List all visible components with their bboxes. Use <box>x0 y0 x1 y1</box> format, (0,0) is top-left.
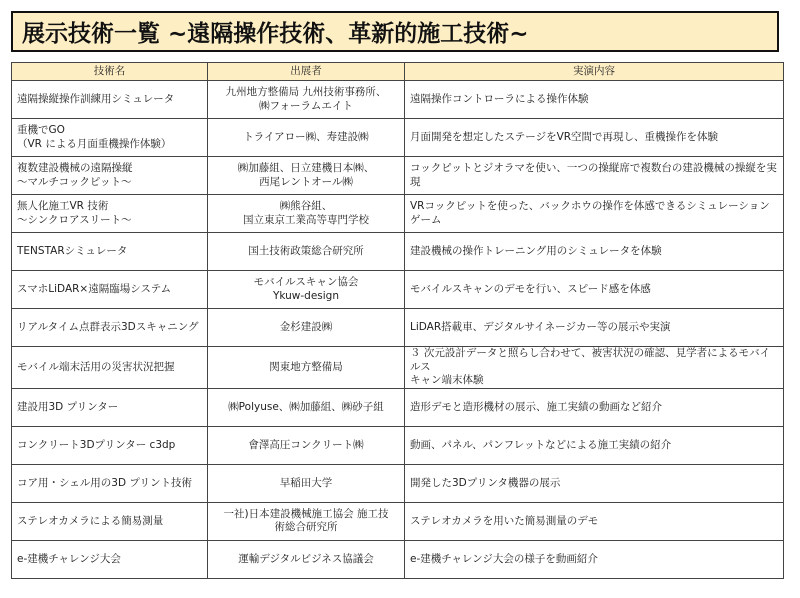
page-title: 展示技術一覧 ~遠隔操作技術、革新的施工技術~ <box>11 11 779 52</box>
technology-name-line: 重機でGO <box>17 123 65 136</box>
exhibit-table <box>11 62 784 579</box>
demo-content-line: 遠隔操作コントローラによる操作体験 <box>410 92 589 105</box>
demo-content-line: 動画、パネル、パンフレットなどによる施工実績の紹介 <box>410 438 672 451</box>
demo-content-line: モバイルスキャンのデモを行い、スピード感を体感 <box>410 282 651 295</box>
technology-name-cell <box>12 233 208 271</box>
technology-name-cell <box>12 464 208 502</box>
exhibitor-line: 早稲田大学 <box>279 476 333 489</box>
demo-content-cell <box>405 309 784 347</box>
exhibitor-cell <box>208 81 405 119</box>
exhibitor-cell <box>208 388 405 426</box>
table-row <box>12 426 784 464</box>
exhibitor-line: 国立東京工業高等専門学校 <box>243 213 369 226</box>
table-row <box>12 81 784 119</box>
technology-name-line: スマホLiDAR×遠隔臨場システム <box>17 282 172 295</box>
demo-content-line: コックピットとジオラマを使い、一つの操縦席で複数台の建設機械の操縦を実現 <box>410 161 777 188</box>
exhibitor-line: ㈱フォーラムエイト <box>259 99 353 112</box>
exhibitor-cell <box>208 347 405 389</box>
table-row <box>12 233 784 271</box>
technology-name-line: モバイル端末活用の災害状況把握 <box>17 360 175 373</box>
exhibitor-cell <box>208 426 405 464</box>
table-row <box>12 502 784 540</box>
demo-content-cell <box>405 540 784 578</box>
column-header-name: 技術名 <box>12 63 208 81</box>
table-row <box>12 157 784 195</box>
table-row <box>12 309 784 347</box>
technology-name-line: リアルタイム点群表示3Dスキャニング <box>17 320 199 333</box>
demo-content-cell <box>405 464 784 502</box>
technology-name-cell <box>12 81 208 119</box>
demo-content-cell <box>405 195 784 233</box>
exhibitor-cell <box>208 157 405 195</box>
demo-content-line: ３ 次元設計データと照らし合わせて、被害状況の確認、見学者によるモバイルス <box>410 347 771 373</box>
exhibitor-cell <box>208 119 405 157</box>
demo-content-cell <box>405 157 784 195</box>
exhibitor-line: 関東地方整備局 <box>269 360 343 373</box>
exhibitor-line: Ykuw-design <box>272 289 340 302</box>
demo-content-cell <box>405 388 784 426</box>
technology-name-cell <box>12 347 208 389</box>
technology-name-cell <box>12 271 208 309</box>
demo-content-cell <box>405 81 784 119</box>
technology-name-cell <box>12 157 208 195</box>
technology-name-cell <box>12 502 208 540</box>
exhibitor-line: 九州地方整備局 九州技術事務所、 <box>225 85 387 98</box>
demo-content-line: 月面開発を想定したステージをVR空間で再現し、重機操作を体験 <box>410 130 719 143</box>
demo-content-line: 建設機械の操作トレーニング用のシミュレータを体験 <box>410 244 662 257</box>
technology-name-cell <box>12 388 208 426</box>
technology-name-line: 複数建設機械の遠隔操縦 <box>17 161 133 174</box>
demo-content-cell <box>405 233 784 271</box>
exhibitor-cell <box>208 540 405 578</box>
demo-content-cell <box>405 502 784 540</box>
demo-content-cell <box>405 347 784 389</box>
technology-name-line: ステレオカメラによる簡易測量 <box>17 514 164 527</box>
exhibitor-line: 一社)日本建設機械施工協会 施工技 <box>223 507 389 520</box>
exhibitor-cell <box>208 233 405 271</box>
technology-name-line: 建設用3D プリンター <box>17 400 119 413</box>
technology-name-cell <box>12 426 208 464</box>
exhibitor-line: 西尾レントオール㈱ <box>259 175 353 188</box>
technology-name-line: 無人化施工VR 技術 <box>17 199 109 212</box>
exhibitor-line: 會澤高圧コンクリート㈱ <box>248 438 364 451</box>
demo-content-line: キャン端末体験 <box>410 374 484 387</box>
exhibitor-line: ㈱熊谷組、 <box>279 199 333 212</box>
technology-name-line: ～シンクロアスリート～ <box>17 213 132 226</box>
demo-content-cell <box>405 426 784 464</box>
table-body <box>12 81 784 579</box>
exhibitor-line: ㈱加藤組、日立建機日本㈱、 <box>237 161 375 174</box>
technology-name-line: TENSTARシミュレータ <box>17 244 128 257</box>
exhibitor-line: 運輸デジタルビジネス協議会 <box>238 552 374 565</box>
exhibitor-cell <box>208 502 405 540</box>
demo-content-line: 造形デモと造形機材の展示、施工実績の動画など紹介 <box>410 400 662 413</box>
technology-name-cell <box>12 309 208 347</box>
table-row <box>12 540 784 578</box>
technology-name-line: コンクリート3Dプリンター c3dp <box>17 438 176 451</box>
technology-name-line: e-建機チャレンジ大会 <box>17 552 121 565</box>
technology-name-cell <box>12 195 208 233</box>
technology-name-line: （VR による月面重機操作体験） <box>17 137 172 150</box>
table-row <box>12 388 784 426</box>
table-row <box>12 271 784 309</box>
exhibitor-line: モバイルスキャン協会 <box>253 275 359 288</box>
technology-name-cell <box>12 119 208 157</box>
technology-name-cell <box>12 540 208 578</box>
demo-content-line: 開発した3Dプリンタ機器の展示 <box>410 476 561 489</box>
demo-content-line: VRコックピットを使った、バックホウの操作を体感できるシミュレーションゲーム <box>410 199 770 226</box>
demo-content-line: ステレオカメラを用いた簡易測量のデモ <box>410 514 599 527</box>
demo-content-cell <box>405 271 784 309</box>
exhibitor-line: 術総合研究所 <box>274 521 338 534</box>
exhibitor-line: トライアロー㈱、寿建設㈱ <box>243 130 369 143</box>
table-row <box>12 464 784 502</box>
table-row <box>12 195 784 233</box>
table-row <box>12 347 784 389</box>
demo-content-cell <box>405 119 784 157</box>
demo-content-line: LiDAR搭載車、デジタルサイネージカー等の展示や実演 <box>410 320 671 333</box>
column-header-content: 実演内容 <box>405 63 784 81</box>
exhibitor-cell <box>208 271 405 309</box>
technology-name-line: 遠隔操縦操作訓練用シミュレータ <box>17 92 175 105</box>
technology-name-line: コア用・シェル用の3D プリント技術 <box>17 476 192 489</box>
exhibitor-cell <box>208 464 405 502</box>
exhibitor-line: 国土技術政策総合研究所 <box>248 244 364 257</box>
exhibitor-cell <box>208 195 405 233</box>
demo-content-line: e-建機チャレンジ大会の様子を動画紹介 <box>410 552 598 565</box>
column-header-exhibitor: 出展者 <box>208 63 405 81</box>
exhibitor-line: ㈱Polyuse、㈱加藤組、㈱砂子組 <box>228 400 384 413</box>
table-row <box>12 119 784 157</box>
exhibitor-cell <box>208 309 405 347</box>
exhibitor-line: 金杉建設㈱ <box>279 320 333 333</box>
technology-name-line: ～マルチコックピット～ <box>17 175 132 188</box>
table-header-row <box>12 63 784 81</box>
